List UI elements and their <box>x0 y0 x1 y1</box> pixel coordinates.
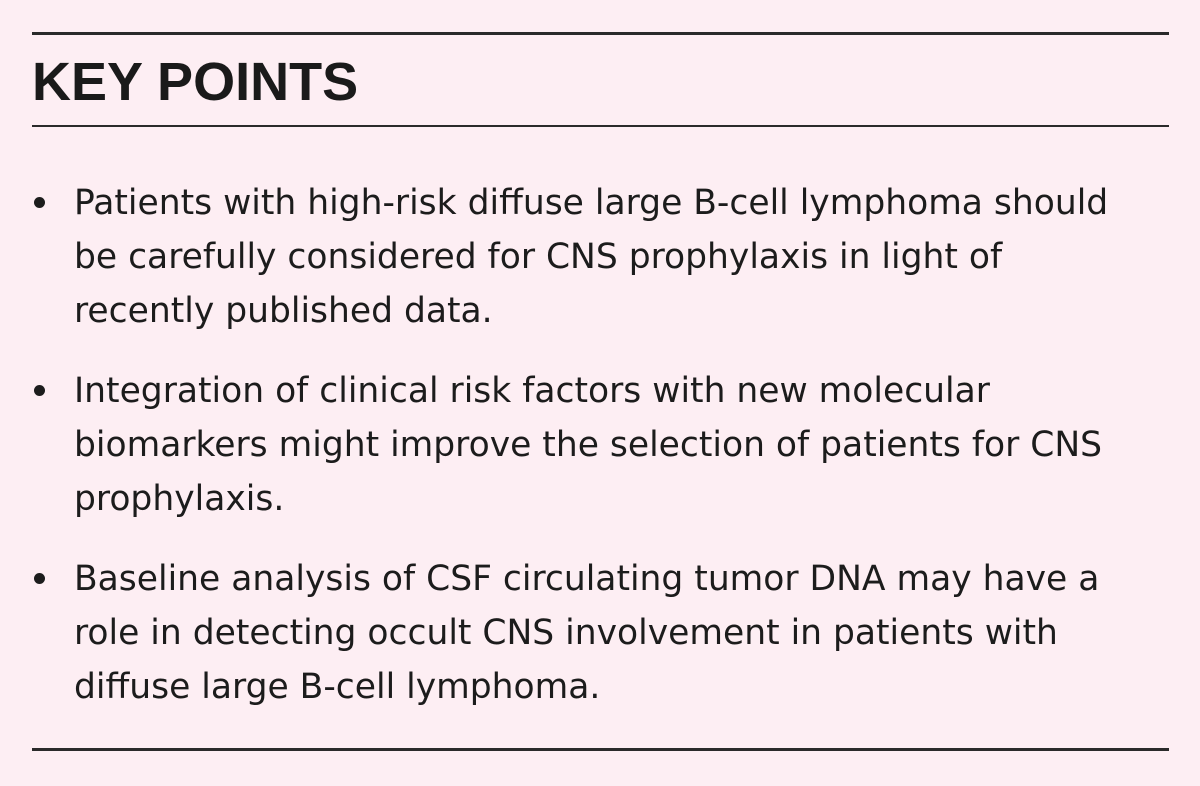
key-point-text: Baseline analysis of CSF circulating tumor DNA may have a role in detecting occult CNS involvement in patients with diffuse large B-cell lymphoma. <box>74 559 1100 707</box>
top-rule <box>32 32 1169 35</box>
key-point-item <box>32 364 1152 526</box>
heading-rule <box>32 125 1169 127</box>
key-point-item <box>32 176 1152 338</box>
bottom-rule <box>32 748 1169 751</box>
key-point-text: Patients with high-risk diffuse large B-cell lymphoma should be carefully considered for CNS prophylaxis in light of recently published data. <box>74 183 1109 331</box>
key-points-list <box>32 176 1152 740</box>
bullet-icon <box>34 197 45 208</box>
key-point-item <box>32 552 1152 714</box>
bullet-icon <box>34 573 45 584</box>
bullet-icon <box>34 385 45 396</box>
key-points-heading: KEY POINTS <box>32 52 359 112</box>
key-point-text: Integration of clinical risk factors with new molecular biomarkers might improve the selection of patients for CNS prophylaxis. <box>74 371 1103 519</box>
